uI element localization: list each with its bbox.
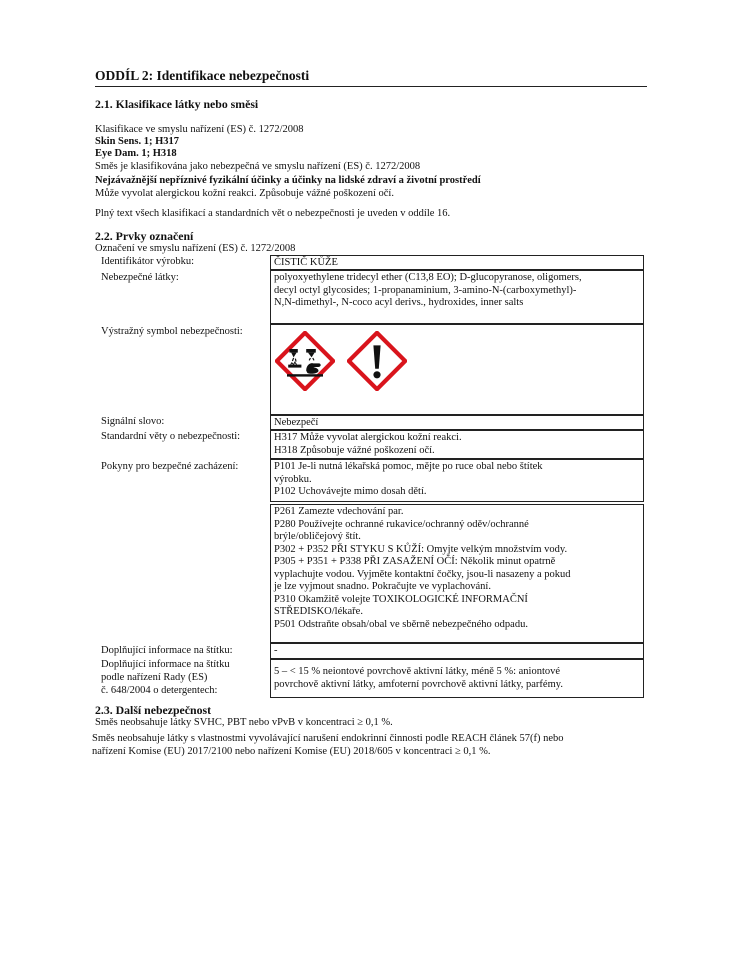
- detergent-line: 5 – < 15 % neiontové povrchově aktivní látky, méně 5 %: aniontové: [274, 666, 561, 677]
- other-hazard-line: nařízení Komise (EU) 2017/2100 nebo nařízení Komise (EU) 2018/605 v koncentraci ≥ 0,1 %.: [92, 746, 491, 757]
- effects-text: Může vyvolat alergickou kožní reakci. Způsobuje vážné poškození očí.: [95, 188, 394, 199]
- precautionary-line: P280 Používejte ochranné rukavice/ochranný oděv/ochranné: [274, 518, 529, 530]
- detergent-info-label-2: podle nařízení Rady (ES): [101, 672, 208, 683]
- precautionary-line: brýle/obličejový štít.: [274, 531, 361, 542]
- hazard-statement: H318 Způsobuje vážné poškození očí.: [274, 444, 435, 456]
- exclamation-pictogram-icon: [347, 331, 407, 391]
- hazard-symbol-label: Výstražný symbol nebezpečnosti:: [101, 326, 243, 337]
- hazard-class-skin-sens: Skin Sens. 1; H317: [95, 136, 180, 147]
- precautionary-line: je lze vyjmout snadno. Pokračujte ve vyplachování.: [274, 581, 491, 592]
- effects-heading: Nejzávažnější nepříznivé fyzikální účinky a účinky na lidské zdraví a životní prostředí: [95, 175, 481, 186]
- hazard-statements-label: Standardní věty o nebezpečnosti:: [101, 431, 241, 442]
- subsection-2-1-heading: 2.1. Klasifikace látky nebo směsi: [95, 97, 259, 111]
- supplemental-info-cell: [270, 643, 644, 659]
- signal-word-label: Signální slovo:: [101, 416, 165, 427]
- full-text-note: Plný text všech klasifikací a standardních vět o nebezpečnosti je uveden v oddíle 16.: [95, 208, 451, 219]
- precautionary-line: P310 Okamžitě volejte TOXIKOLOGICKÉ INFORMAČNÍ: [274, 593, 528, 605]
- corrosion-pictogram-icon: [275, 331, 335, 391]
- subsection-2-3-heading: 2.3. Další nebezpečnost: [95, 703, 211, 717]
- labelling-intro: Označení ve smyslu nařízení (ES) č. 1272/2008: [95, 243, 296, 254]
- signal-word-cell: [270, 415, 644, 430]
- precautionary-line: P305 + P351 + P338 PŘI ZASAŽENÍ OČÍ: Několik minut opatrně: [274, 556, 556, 567]
- signal-word-value: Nebezpečí: [274, 417, 319, 428]
- precautionary-line: P261 Zamezte vdechování par.: [274, 506, 404, 517]
- precautionary-line: výrobku.: [274, 473, 312, 485]
- hazard-statements-cell: [270, 430, 644, 459]
- precautionary-line: P102 Uchovávejte mimo dosah dětí.: [274, 486, 427, 497]
- classification-intro: Klasifikace ve smyslu nařízení (ES) č. 1272/2008: [95, 124, 304, 135]
- hazard-symbol-cell: [270, 324, 644, 415]
- detergent-line: povrchově aktivní látky, amfoterní povrchově aktivní látky, parfémy.: [274, 678, 563, 690]
- precautionary-line: vyplachujte vodou. Vyjměte kontaktní čočky, jsou-li nasazeny a pokud: [274, 568, 571, 580]
- detergent-info-label-3: č. 648/2004 o detergentech:: [101, 685, 218, 696]
- substance-line: decyl octyl glycosides; 1-propanaminium, 3-amino-N-(carboxymethyl)-: [274, 284, 577, 296]
- classified-statement: Směs je klasifikována jako nebezpečná ve smyslu nařízení (ES) č. 1272/2008: [95, 161, 421, 172]
- precautionary-line: P101 Je-li nutná lékařská pomoc, mějte po ruce obal nebo štítek: [274, 461, 543, 472]
- substance-line: polyoxyethylene tridecyl ether (C13,8 EO); D-glucopyranose, oligomers,: [274, 272, 582, 283]
- precautionary-line: STŘEDISKO/lékaře.: [274, 606, 363, 617]
- detergent-info-label-1: Doplňující informace na štítku: [101, 659, 230, 670]
- supplemental-info-label: Doplňující informace na štítku:: [101, 645, 233, 656]
- supplemental-info-value: -: [274, 645, 278, 656]
- precautionary-line: P302 + P352 PŘI STYKU S KŮŽÍ: Omyjte velkým množstvím vody.: [274, 543, 568, 555]
- substance-line: N,N-dimethyl-, N-coco acyl derivs., hydroxides, inner salts: [274, 297, 524, 308]
- precautionary-label: Pokyny pro bezpečné zacházení:: [101, 461, 239, 472]
- precautionary-line: P501 Odstraňte obsah/obal ve sběrně nebezpečného odpadu.: [274, 618, 528, 630]
- product-identifier-label: Identifikátor výrobku:: [101, 256, 195, 267]
- precautionary-general-cell: [270, 459, 644, 502]
- product-identifier-cell: [270, 255, 644, 270]
- other-hazard-line: Směs neobsahuje látky s vlastnostmi vyvolávající narušení endokrinní činnosti podle REACH článek 57(f) nebo: [92, 733, 564, 744]
- product-identifier-value: ČISTIČ KŮŽE: [274, 257, 338, 268]
- precautionary-specific-cell: [270, 504, 644, 643]
- hazard-statement: H317 Může vyvolat alergickou kožní reakci.: [274, 432, 462, 443]
- hazardous-substances-cell: [270, 270, 644, 324]
- detergent-info-cell: [270, 659, 644, 698]
- hazardous-substances-label: Nebezpečné látky:: [101, 272, 179, 283]
- section-title: ODDÍL 2: Identifikace nebezpečnosti: [95, 68, 647, 87]
- hazard-class-eye-dam: Eye Dam. 1; H318: [95, 148, 177, 159]
- other-hazard-line: Směs neobsahuje látky SVHC, PBT nebo vPvB v koncentraci ≥ 0,1 %.: [95, 717, 393, 728]
- subsection-2-2-heading: 2.2. Prvky označení: [95, 229, 194, 243]
